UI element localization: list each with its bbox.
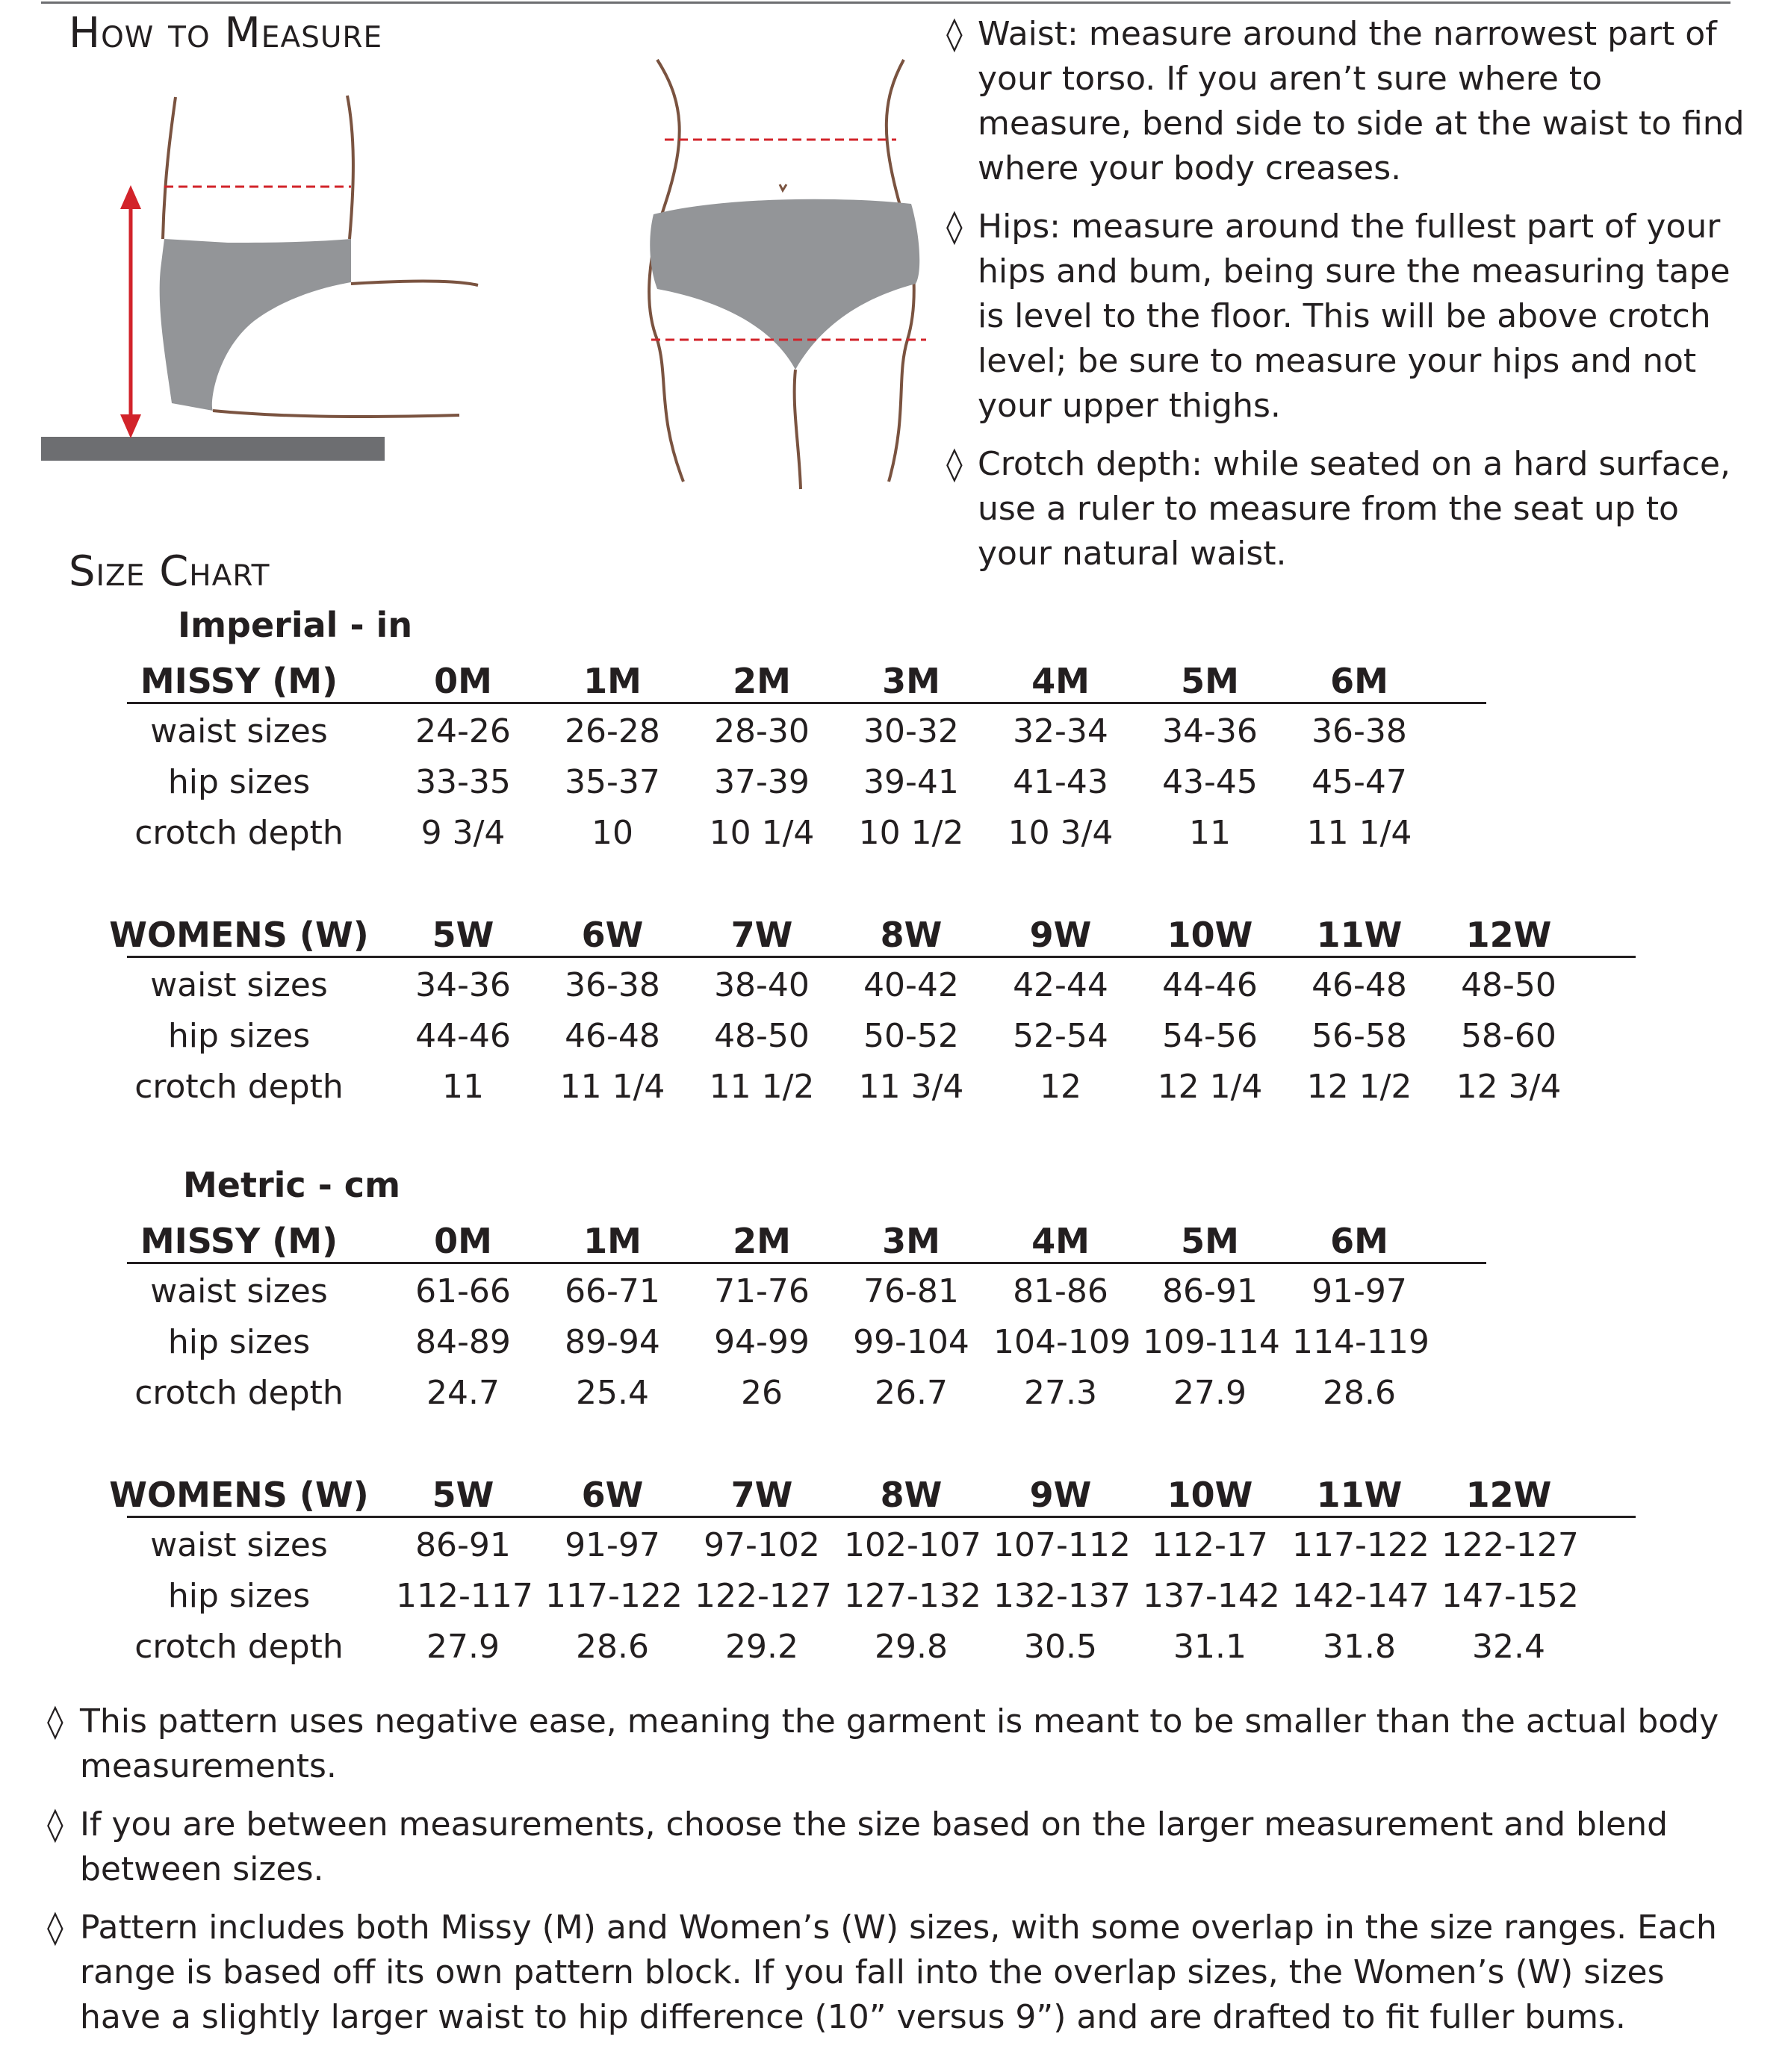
row-label: waist sizes — [150, 966, 328, 1004]
table-cell: 12 3/4 — [1456, 1068, 1562, 1106]
size-header: 6M — [1330, 661, 1388, 701]
table-cell: 26.7 — [875, 1374, 948, 1412]
table-cell: 11 1/2 — [709, 1068, 815, 1106]
table-cell: 71-76 — [714, 1272, 810, 1310]
row-label: hip sizes — [167, 1323, 311, 1361]
table-cell: 112-117 — [396, 1577, 533, 1615]
table-cell: 41-43 — [1013, 763, 1108, 801]
table-cell: 61-66 — [415, 1272, 511, 1310]
table-cell: 99-104 — [853, 1323, 969, 1361]
note-missy-womens: ◊ Pattern includes both Missy (M) and Women’s (W) sizes, with some overlap in the size ranges. Each range is based off its own pattern block. If you fall into the overlap sizes, the Women’s (W) sizes have a slightly larger waist to hip difference (10” versus 9”) and are drafted to fit fuller bums. — [47, 1905, 1735, 2040]
table-cell: 26 — [741, 1374, 783, 1412]
size-header: 5W — [432, 915, 494, 955]
table-cell: 147-152 — [1441, 1577, 1579, 1615]
table-cell: 36-38 — [565, 966, 660, 1004]
table-cell: 112-17 — [1152, 1526, 1268, 1564]
size-group-label: WOMENS (W) — [109, 915, 369, 955]
table-cell: 42-44 — [1013, 966, 1108, 1004]
table-cell: 76-81 — [863, 1272, 959, 1310]
size-header: 6M — [1330, 1221, 1388, 1261]
size-header: 4M — [1031, 1221, 1090, 1261]
bullet-mark: ◊ — [946, 445, 963, 483]
row-label: waist sizes — [150, 1526, 328, 1564]
table-cell: 11 1/4 — [1306, 814, 1412, 852]
table-cell: 24.7 — [426, 1374, 500, 1412]
table-cell: 54-56 — [1162, 1017, 1258, 1055]
size-header: 10W — [1167, 915, 1253, 955]
table-cell: 12 1/4 — [1157, 1068, 1263, 1106]
table-cell: 137-142 — [1143, 1577, 1280, 1615]
table-cell: 89-94 — [565, 1323, 660, 1361]
instruction-hips: ◊ Hips: measure around the fullest part of your hips and bum, being sure the measuring tape is level to the floor. This will be above crotch level; be sure to measure your hips and not your upper thighs. — [946, 205, 1760, 429]
row-label: hip sizes — [167, 1017, 311, 1055]
table-cell: 27.9 — [1173, 1374, 1247, 1412]
table-cell: 27.9 — [426, 1628, 500, 1666]
row-label: crotch depth — [134, 1374, 344, 1412]
table-cell: 104-109 — [993, 1323, 1131, 1361]
table-cell: 29.2 — [725, 1628, 798, 1666]
size-group-label: MISSY (M) — [140, 1221, 338, 1261]
table-cell: 28-30 — [714, 712, 810, 750]
table-cell: 32.4 — [1472, 1628, 1545, 1666]
size-header: 0M — [434, 1221, 492, 1261]
top-rule — [41, 1, 1730, 4]
size-header: 11W — [1316, 915, 1403, 955]
table-header-rule — [127, 1262, 1486, 1264]
how-to-measure-heading: How to Measure — [69, 9, 383, 57]
size-group-label: MISSY (M) — [140, 661, 338, 701]
table-cell: 114-119 — [1292, 1323, 1430, 1361]
note-negative-ease: ◊ This pattern uses negative ease, meaning the garment is meant to be smaller than the actual body measurements. — [47, 1699, 1735, 1789]
row-label: waist sizes — [150, 712, 328, 750]
size-header: 5M — [1181, 1221, 1239, 1261]
size-header: 4M — [1031, 661, 1090, 701]
metric-label: Metric - cm — [183, 1165, 401, 1205]
size-notes — [47, 1699, 1735, 2053]
garment-side — [160, 239, 351, 411]
table-header-rule — [127, 1516, 1636, 1518]
instruction-crotch-depth: ◊ Crotch depth: while seated on a hard surface, use a ruler to measure from the seat up to your natural waist. — [946, 442, 1760, 576]
table-cell: 81-86 — [1013, 1272, 1108, 1310]
size-header: 12W — [1465, 915, 1552, 955]
table-cell: 28.6 — [576, 1628, 649, 1666]
table-cell: 10 — [592, 814, 633, 852]
size-header: 6W — [581, 1475, 644, 1515]
table-cell: 48-50 — [714, 1017, 810, 1055]
size-group-label: WOMENS (W) — [109, 1475, 369, 1515]
table-cell: 33-35 — [415, 763, 511, 801]
bullet-mark: ◊ — [47, 1805, 63, 1844]
size-header: 9W — [1029, 915, 1092, 955]
garment-front — [650, 199, 919, 370]
table-cell: 30-32 — [863, 712, 959, 750]
table-cell: 86-91 — [1162, 1272, 1258, 1310]
table-cell: 102-107 — [844, 1526, 981, 1564]
table-header-rule — [127, 702, 1486, 704]
size-header: 12W — [1465, 1475, 1552, 1515]
table-cell: 11 3/4 — [858, 1068, 964, 1106]
table-cell: 10 1/4 — [709, 814, 815, 852]
row-label: hip sizes — [167, 763, 311, 801]
table-cell: 31.1 — [1173, 1628, 1247, 1666]
table-cell: 91-97 — [1311, 1272, 1407, 1310]
table-cell: 10 3/4 — [1008, 814, 1114, 852]
table-cell: 10 1/2 — [858, 814, 964, 852]
table-cell: 46-48 — [565, 1017, 660, 1055]
table-cell: 44-46 — [1162, 966, 1258, 1004]
row-label: hip sizes — [167, 1577, 311, 1615]
size-header: 11W — [1316, 1475, 1403, 1515]
instruction-waist: ◊ Waist: measure around the narrowest part of your torso. If you aren’t sure where to measure, bend side to side at the waist to find where your body creases. — [946, 12, 1760, 191]
table-cell: 31.8 — [1323, 1628, 1396, 1666]
table-cell: 34-36 — [1162, 712, 1258, 750]
table-cell: 36-38 — [1311, 712, 1407, 750]
size-header: 2M — [733, 661, 791, 701]
table-cell: 11 1/4 — [559, 1068, 665, 1106]
size-header: 8W — [880, 1475, 943, 1515]
size-header: 10W — [1167, 1475, 1253, 1515]
table-cell: 44-46 — [415, 1017, 511, 1055]
table-cell: 48-50 — [1461, 966, 1556, 1004]
size-header: 1M — [583, 1221, 642, 1261]
table-cell: 35-37 — [565, 763, 660, 801]
table-cell: 107-112 — [993, 1526, 1131, 1564]
size-header: 8W — [880, 915, 943, 955]
table-cell: 45-47 — [1311, 763, 1407, 801]
table-cell: 11 — [442, 1068, 484, 1106]
row-label: waist sizes — [150, 1272, 328, 1310]
table-cell: 56-58 — [1311, 1017, 1407, 1055]
note-between-sizes: ◊ If you are between measurements, choose the size based on the larger measurement and blend between sizes. — [47, 1802, 1735, 1892]
row-label: crotch depth — [134, 1628, 344, 1666]
table-cell: 30.5 — [1024, 1628, 1097, 1666]
table-cell: 142-147 — [1292, 1577, 1430, 1615]
size-header: 2M — [733, 1221, 791, 1261]
table-cell: 29.8 — [875, 1628, 948, 1666]
table-cell: 86-91 — [415, 1526, 511, 1564]
table-cell: 9 3/4 — [420, 814, 506, 852]
table-cell: 127-132 — [844, 1577, 981, 1615]
table-cell: 132-137 — [993, 1577, 1131, 1615]
table-cell: 24-26 — [415, 712, 511, 750]
size-header: 5W — [432, 1475, 494, 1515]
table-cell: 25.4 — [576, 1374, 649, 1412]
table-cell: 28.6 — [1323, 1374, 1396, 1412]
bullet-mark: ◊ — [946, 208, 963, 246]
table-cell: 84-89 — [415, 1323, 511, 1361]
size-header: 6W — [581, 915, 644, 955]
size-chart-heading: Size Chart — [69, 547, 270, 596]
size-header: 3M — [882, 661, 940, 701]
size-header: 3M — [882, 1221, 940, 1261]
table-cell: 32-34 — [1013, 712, 1108, 750]
table-cell: 12 1/2 — [1306, 1068, 1412, 1106]
size-header: 7W — [730, 915, 793, 955]
table-cell: 58-60 — [1461, 1017, 1556, 1055]
table-cell: 40-42 — [863, 966, 959, 1004]
row-label: crotch depth — [134, 1068, 344, 1106]
size-header: 1M — [583, 661, 642, 701]
table-cell: 122-127 — [695, 1577, 832, 1615]
table-cell: 38-40 — [714, 966, 810, 1004]
table-cell: 122-127 — [1441, 1526, 1579, 1564]
row-label: crotch depth — [134, 814, 344, 852]
size-header: 9W — [1029, 1475, 1092, 1515]
table-cell: 11 — [1189, 814, 1231, 852]
floor-surface — [41, 437, 385, 461]
table-cell: 43-45 — [1162, 763, 1258, 801]
table-cell: 91-97 — [565, 1526, 660, 1564]
table-cell: 34-36 — [415, 966, 511, 1004]
table-cell: 26-28 — [565, 712, 660, 750]
size-header: 5M — [1181, 661, 1239, 701]
table-cell: 97-102 — [704, 1526, 820, 1564]
table-cell: 46-48 — [1311, 966, 1407, 1004]
table-cell: 12 — [1040, 1068, 1081, 1106]
table-cell: 117-122 — [1292, 1526, 1430, 1564]
imperial-label: Imperial - in — [178, 605, 413, 645]
size-header: 7W — [730, 1475, 793, 1515]
bullet-mark: ◊ — [47, 1702, 63, 1740]
table-cell: 39-41 — [863, 763, 959, 801]
table-cell: 94-99 — [714, 1323, 810, 1361]
table-cell: 66-71 — [565, 1272, 660, 1310]
bullet-mark: ◊ — [47, 1908, 63, 1947]
table-cell: 37-39 — [714, 763, 810, 801]
front-view-measure-illustration — [642, 56, 941, 504]
table-cell: 109-114 — [1143, 1323, 1280, 1361]
table-cell: 52-54 — [1013, 1017, 1108, 1055]
side-view-measure-illustration — [37, 90, 485, 470]
table-cell: 27.3 — [1024, 1374, 1097, 1412]
table-cell: 50-52 — [863, 1017, 959, 1055]
table-header-rule — [127, 956, 1636, 958]
size-header: 0M — [434, 661, 492, 701]
bullet-mark: ◊ — [946, 15, 963, 53]
table-cell: 117-122 — [545, 1577, 683, 1615]
measure-instructions — [946, 12, 1760, 590]
